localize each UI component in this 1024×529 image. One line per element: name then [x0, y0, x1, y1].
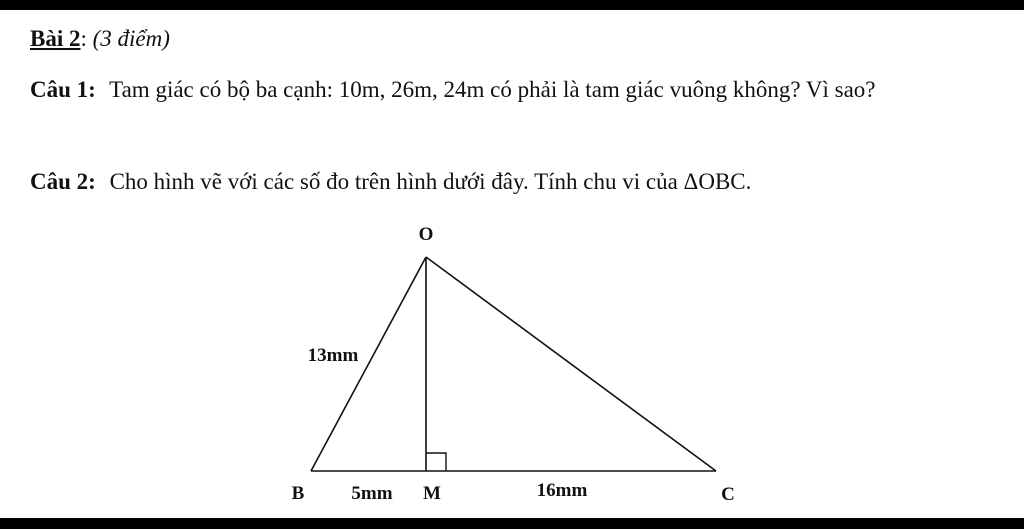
vertex-label-O: O — [418, 224, 434, 245]
vertex-label-M: M — [423, 483, 441, 504]
document-page — [0, 10, 1024, 518]
measure-MC: 16mm — [536, 480, 588, 501]
triangle-figure — [0, 10, 1024, 518]
exercise-points: (3 điểm) — [92, 26, 170, 51]
question-2-text: Cho hình vẽ với các số đo trên hình dưới đây. Tính chu vi của ΔOBC. — [109, 169, 752, 194]
exercise-number: Bài 2 — [30, 26, 81, 51]
question-1-label: Câu 1: — [30, 77, 96, 102]
right-angle-marker — [426, 453, 446, 471]
question-1-text: Tam giác có bộ ba cạnh: 10m, 26m, 24m có phải là tam giác vuông không? Vì sao? — [109, 77, 876, 102]
measure-BM: 5mm — [351, 483, 393, 504]
vertex-label-B: B — [291, 483, 305, 504]
question-2-label: Câu 2: — [30, 169, 96, 194]
measure-OB: 13mm — [307, 345, 359, 366]
side-OC — [426, 257, 716, 471]
heading-separator: : — [80, 26, 87, 51]
vertex-label-C: C — [721, 484, 735, 505]
